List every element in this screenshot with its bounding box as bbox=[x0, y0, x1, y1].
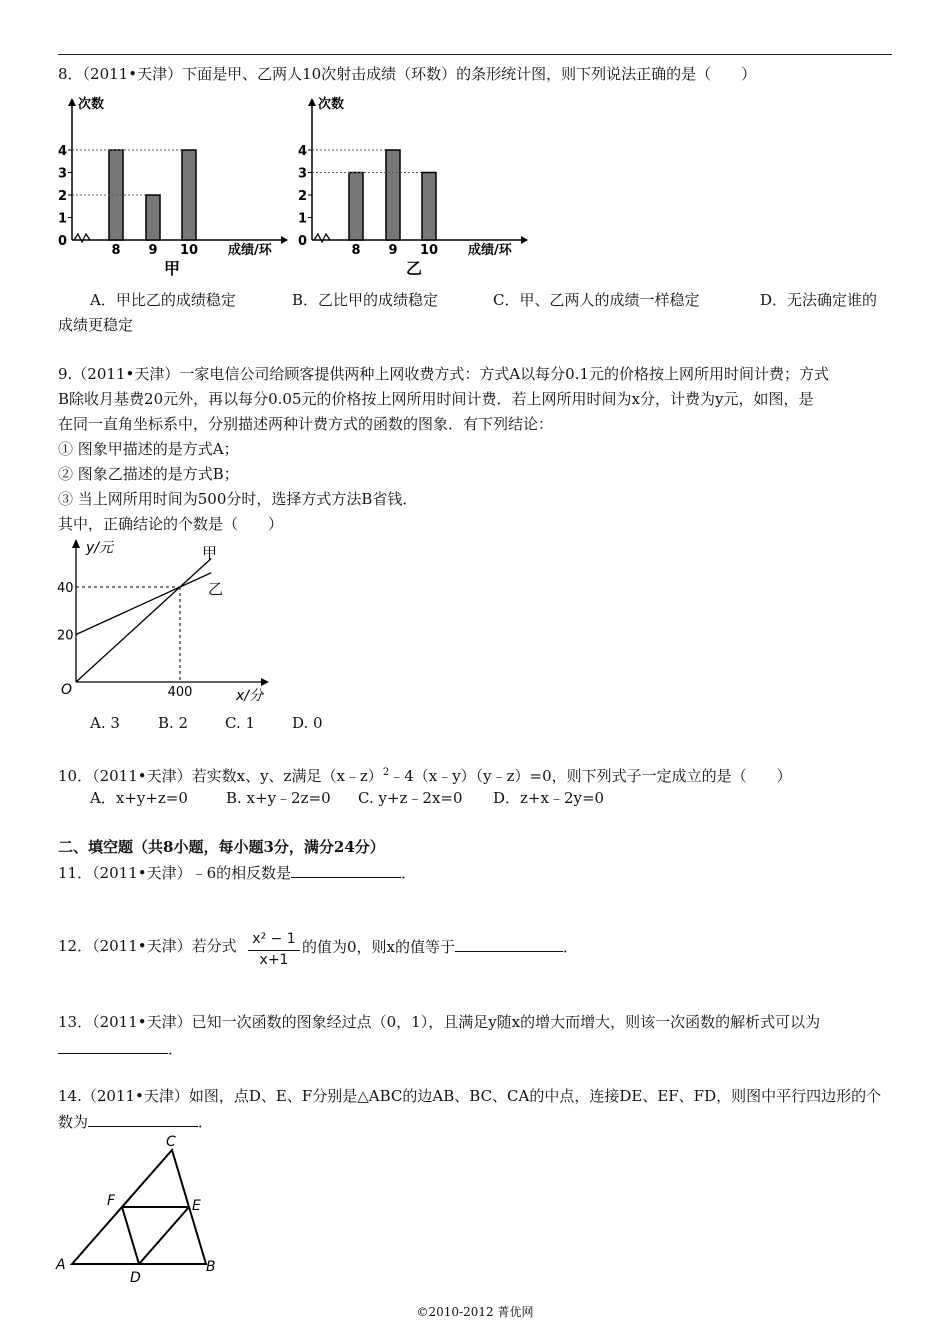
q10-text-a: 10．（2011•天津）若实数x、y、z满足（x﹣z） bbox=[58, 767, 383, 785]
x-axis-arrow bbox=[521, 236, 528, 244]
y-tick-label: 0 bbox=[298, 234, 308, 249]
chart-name: 乙 bbox=[406, 259, 423, 278]
origin-label: O bbox=[61, 682, 73, 698]
q12-fraction bbox=[248, 930, 300, 969]
x-axis-label: 成绩/环 bbox=[468, 243, 512, 258]
y-axis-label: 次数 bbox=[318, 97, 345, 112]
q14-line-2 bbox=[58, 1111, 213, 1132]
series-label-乙: 乙 bbox=[208, 580, 224, 598]
vertex-label-b: B bbox=[206, 1259, 216, 1275]
triangle-figure bbox=[50, 1130, 230, 1284]
x-axis-arrow bbox=[281, 236, 288, 244]
bar-10 bbox=[182, 150, 196, 240]
q10-option-a[interactable]: A．x+y+z=0 bbox=[90, 789, 188, 807]
series-line-甲 bbox=[76, 559, 211, 683]
fraction-denominator: x+1 bbox=[259, 952, 289, 968]
series-label-甲: 甲 bbox=[202, 544, 218, 562]
x-tick-label: 400 bbox=[167, 685, 193, 700]
q12-stem-b: 的值为0，则x的值等于 bbox=[302, 938, 456, 956]
q11-text bbox=[58, 862, 416, 883]
q11-end: ． bbox=[401, 864, 417, 882]
midpoint-label-e: E bbox=[192, 1198, 201, 1214]
y-axis-arrow bbox=[68, 98, 76, 106]
q8-option-d-cont: 成绩更稳定 bbox=[58, 316, 134, 334]
q9-option-d[interactable]: D. 0 bbox=[292, 714, 323, 732]
bar-8 bbox=[349, 173, 363, 241]
q9-line-6: ③ 当上网所用时间为500分时，选择方式方法B省钱． bbox=[58, 490, 418, 508]
y-tick-label: 40 bbox=[57, 581, 74, 596]
q12-text-b bbox=[302, 936, 578, 957]
q9-option-b[interactable]: B. 2 bbox=[158, 714, 189, 732]
x-tick-label: 8 bbox=[111, 243, 121, 258]
q13-answer-blank[interactable] bbox=[58, 1038, 168, 1054]
y-tick-label: 0 bbox=[58, 234, 68, 249]
vertex-label-c: C bbox=[166, 1134, 176, 1150]
q10-option-d[interactable]: D．z+x﹣2y=0 bbox=[493, 789, 605, 807]
q11-answer-blank[interactable] bbox=[291, 862, 401, 878]
q13-end: ． bbox=[168, 1040, 184, 1058]
x-axis-arrow bbox=[261, 678, 269, 686]
y-tick-label: 4 bbox=[298, 144, 308, 159]
x-axis-label: 成绩/环 bbox=[228, 243, 272, 258]
midpoint-label-f: F bbox=[107, 1193, 116, 1209]
q8-option-b[interactable]: B．乙比甲的成绩稳定 bbox=[292, 291, 439, 309]
segment-de bbox=[139, 1207, 189, 1264]
axis-break bbox=[74, 234, 90, 242]
q10-text bbox=[58, 763, 792, 786]
chart-name: 甲 bbox=[164, 259, 181, 278]
x-axis-label: x/分 bbox=[236, 688, 264, 704]
footer-copyright: ©2010-2012 菁优网 bbox=[416, 1305, 534, 1319]
q10-text-b: ﹣4（x﹣y）（y﹣z）=0，则下列式子一定成立的是（ ） bbox=[389, 767, 792, 785]
vertex-label-a: A bbox=[56, 1257, 66, 1273]
q14-stem-b: 数为 bbox=[58, 1113, 89, 1131]
bar-10 bbox=[422, 173, 436, 241]
y-axis-arrow bbox=[308, 98, 316, 106]
line-chart bbox=[56, 536, 276, 708]
q13-line-2 bbox=[58, 1038, 183, 1059]
q10-option-b[interactable]: B. x+y﹣2z=0 bbox=[226, 789, 331, 807]
y-tick-label: 3 bbox=[298, 166, 308, 182]
q9-option-c[interactable]: C. 1 bbox=[225, 714, 256, 732]
y-axis-label: 次数 bbox=[78, 97, 105, 112]
top-rule bbox=[58, 54, 892, 55]
q11-stem: 11．（2011•天津）﹣6的相反数是 bbox=[58, 864, 292, 882]
q9-line-5: ② 图象乙描述的是方式B； bbox=[58, 465, 239, 483]
q14-line-1: 14.（2011•天津）如图，点D、E、F分别是△ABC的边AB、BC、CA的中点，连接DE、EF、FD，则图中平行四边形的个 bbox=[58, 1087, 882, 1105]
q12-text-a: 12．（2011•天津）若分式 bbox=[58, 937, 237, 955]
q9-line-7: 其中，正确结论的个数是（ ） bbox=[58, 515, 284, 533]
q9-line-2: B除收月基费20元外，再以每分0.05元的价格按上网所用时间计费．若上网所用时间为x分，计费为y元，如图，是 bbox=[58, 390, 814, 408]
q9-line-4: ① 图象甲描述的是方式A； bbox=[58, 440, 239, 458]
midpoint-label-d: D bbox=[130, 1270, 141, 1284]
y-tick-label: 20 bbox=[57, 628, 74, 644]
bar-9 bbox=[386, 150, 400, 240]
q8-option-c[interactable]: C．甲、乙两人的成绩一样稳定 bbox=[493, 291, 700, 309]
bar-9 bbox=[146, 195, 160, 240]
q8-option-a[interactable]: A．甲比乙的成绩稳定 bbox=[90, 291, 236, 309]
q14-answer-blank[interactable] bbox=[88, 1111, 198, 1127]
y-tick-label: 2 bbox=[298, 189, 308, 204]
segment-fd bbox=[122, 1207, 139, 1264]
x-tick-label: 8 bbox=[351, 243, 361, 258]
y-tick-label: 1 bbox=[298, 211, 308, 227]
y-tick-label: 4 bbox=[58, 144, 68, 159]
x-tick-label: 9 bbox=[388, 243, 398, 258]
bar-chart-jia bbox=[56, 94, 296, 280]
x-tick-label: 9 bbox=[148, 243, 158, 258]
q10-exponent: 2 bbox=[382, 767, 390, 778]
y-tick-label: 1 bbox=[58, 211, 68, 227]
q13-line-1: 13．（2011•天津）已知一次函数的图象经过点（0，1），且满足y随x的增大而增大，则该一次函数的解析式可以为 bbox=[58, 1013, 821, 1031]
q12-answer-blank[interactable] bbox=[455, 936, 563, 952]
fraction-numerator: x² − 1 bbox=[248, 930, 300, 951]
x-tick-label: 10 bbox=[179, 243, 199, 258]
q14-end: ． bbox=[198, 1113, 214, 1131]
y-axis-arrow bbox=[72, 539, 80, 548]
q12-end: ． bbox=[563, 938, 579, 956]
bar-chart-yi bbox=[296, 94, 536, 280]
series-line-乙 bbox=[76, 573, 211, 635]
section-heading: 二、填空题（共8小题，每小题3分，满分24分） bbox=[58, 838, 385, 856]
x-tick-label: 10 bbox=[419, 243, 439, 258]
q9-line-1: 9.（2011•天津）一家电信公司给顾客提供两种上网收费方式：方式A以每分0.1元的价格按上网所用时间计费；方式 bbox=[58, 365, 830, 383]
y-tick-label: 3 bbox=[58, 166, 68, 182]
axis-break bbox=[314, 234, 330, 242]
y-axis-label: y/元 bbox=[86, 540, 114, 556]
q9-option-a[interactable]: A. 3 bbox=[90, 714, 120, 732]
q9-line-3: 在同一直角坐标系中，分别描述两种计费方式的函数的图象．有下列结论： bbox=[58, 415, 554, 433]
y-tick-label: 2 bbox=[58, 189, 68, 204]
q8-option-d[interactable]: D．无法确定谁的 bbox=[760, 291, 878, 309]
q8-text: 8．（2011•天津）下面是甲、乙两人10次射击成绩（环数）的条形统计图，则下列说法正确的是（ ） bbox=[58, 65, 757, 83]
q10-option-c[interactable]: C. y+z﹣2x=0 bbox=[358, 789, 463, 807]
